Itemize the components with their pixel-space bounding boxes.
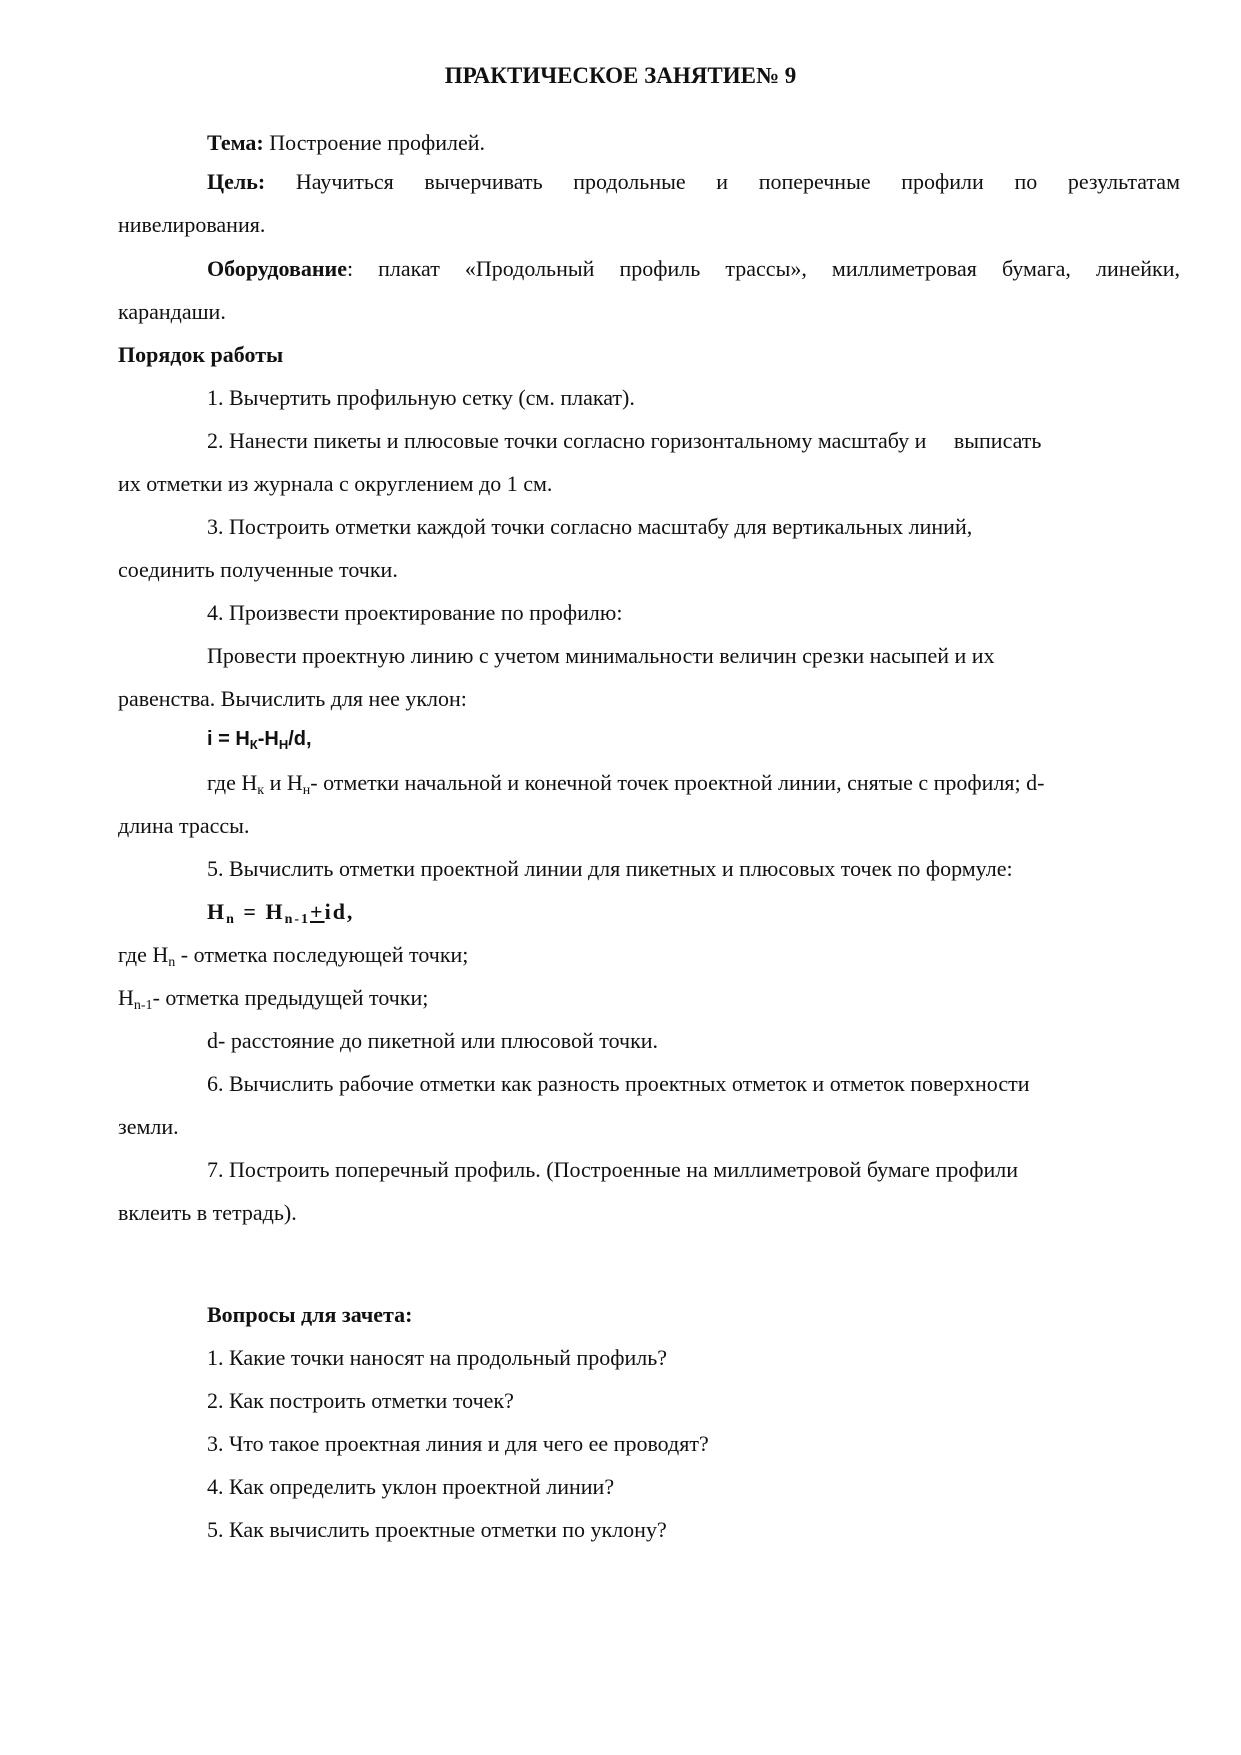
procedure-heading: Порядок работы xyxy=(118,342,284,367)
equipment-text: : плакат «Продольный профиль трассы», миллиметровая бумага, линейки, xyxy=(346,256,1180,281)
questions-heading: Вопросы для зачета: xyxy=(207,1302,413,1327)
goal-line-2: нивелирования. xyxy=(118,212,266,237)
step-1: 1. Вычертить профильную сетку (см. плакат). xyxy=(207,385,635,410)
goal-label: Цель: xyxy=(207,169,266,194)
where-line-2: длина трассы. xyxy=(118,813,250,838)
question-item: 5. Как вычислить проектные отметки по уклону? xyxy=(207,1517,667,1542)
distance-line: d- расстояние до пикетной или плюсовой точки. xyxy=(207,1028,659,1053)
question-item: 3. Что такое проектная линия и для чего ее проводят? xyxy=(207,1431,709,1456)
step-2-line-2: их отметки из журнала с округлением до 1 см. xyxy=(118,471,553,496)
step-7-line-1: 7. Построить поперечный профиль. (Построенные на миллиметровой бумаге профили xyxy=(207,1157,1018,1182)
topic-text: Построение профилей. xyxy=(263,130,486,155)
question-item: 2. Как построить отметки точек? xyxy=(207,1388,514,1413)
step-7-line-2: вклеить в тетрадь). xyxy=(118,1200,297,1225)
slope-formula: $i = H_К-H_Н/d$, xyxy=(207,728,312,752)
step-4: 4. Произвести проектирование по профилю: xyxy=(207,600,623,625)
equipment-line-1 xyxy=(207,247,1180,290)
topic-label: Тема: xyxy=(207,130,264,155)
elevation-formula: $H_n = H_{n-1}+id$, xyxy=(207,899,355,927)
question-item: 1. Какие точки наносят на продольный профиль? xyxy=(207,1345,668,1370)
step-2-line-1: 2. Нанести пикеты и плюсовые точки согласно горизонтальному масштабу и выписать xyxy=(207,428,1042,453)
step-4-detail-line-2: равенства. Вычислить для нее уклон: xyxy=(118,686,467,711)
step-3-line-2: соединить полученные точки. xyxy=(118,557,398,582)
equipment-label: Оборудование xyxy=(207,256,347,281)
step-4-detail-line-1: Провести проектную линию с учетом минимальности величин срезки насыпей и их xyxy=(207,643,995,668)
topic-line xyxy=(207,121,485,164)
step-6-line-2: земли. xyxy=(118,1114,179,1139)
goal-text: Научиться вычерчивать продольные и поперечные профили по результатам xyxy=(265,169,1180,194)
step-3-line-1: 3. Построить отметки каждой точки согласно масштабу для вертикальных линий, xyxy=(207,514,973,539)
where-line-1: где $H_к$ и $H_н-$ отметки начальной и конечной точек проектной линии, снятые с профиля; d- xyxy=(207,770,1045,798)
previous-point-line: $H_{n-1}-$ отметка предыдущей точки; xyxy=(118,985,429,1013)
step-5: 5. Вычислить отметки проектной линии для пикетных и плюсовых точек по формуле: xyxy=(207,856,1013,881)
page-title: ПРАКТИЧЕСКОЕ ЗАНЯТИЕ№ 9 xyxy=(444,63,797,88)
question-item: 4. Как определить уклон проектной линии? xyxy=(207,1474,615,1499)
goal-line-1 xyxy=(207,160,1180,203)
where-line-3: где $H_n$ - отметка последующей точки; xyxy=(118,942,469,970)
step-6-line-1: 6. Вычислить рабочие отметки как разность проектных отметок и отметок поверхности xyxy=(207,1071,1030,1096)
equipment-line-2: карандаши. xyxy=(118,299,226,324)
